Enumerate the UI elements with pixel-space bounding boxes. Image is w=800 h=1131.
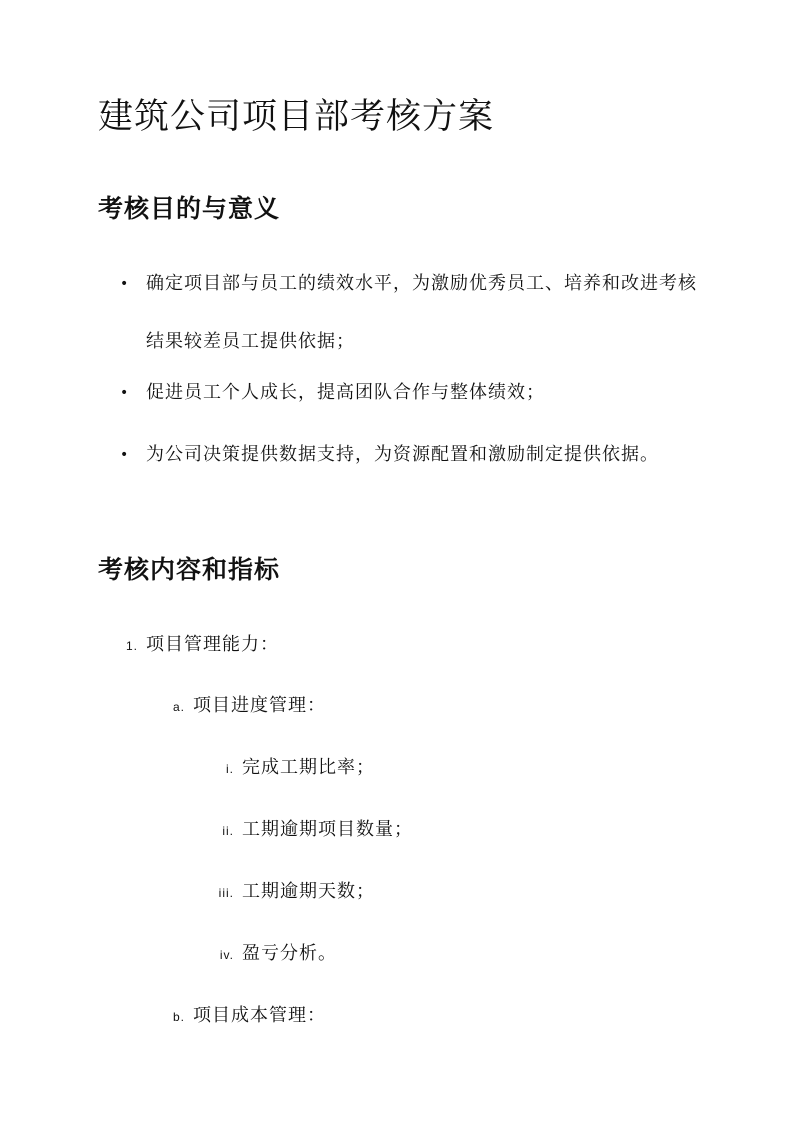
list-item-text: 促进员工个人成长，提高团队合作与整体绩效；: [146, 382, 545, 403]
list-item: [219, 939, 337, 969]
list-item: [218, 877, 375, 907]
list-item-text: 项目管理能力：: [146, 634, 279, 655]
list-item: [172, 1001, 326, 1031]
list-item: [226, 753, 375, 783]
list-item: [222, 815, 413, 845]
list-marker: ii.: [222, 824, 234, 838]
section-heading-content: 考核内容和指标: [98, 555, 281, 584]
list-item: [120, 255, 706, 371]
list-item-text: 完成工期比率；: [242, 757, 375, 778]
list-item-text: 盈亏分析。: [242, 943, 337, 964]
list-item: [172, 691, 326, 721]
bullet-marker: •: [120, 385, 130, 401]
list-item-text: 确定项目部与员工的绩效水平，为激励优秀员工、培养和改进考核结果较差员工提供依据；: [146, 273, 697, 352]
list-item-text: 项目成本管理：: [193, 1005, 326, 1026]
document-title: 建筑公司项目部考核方案: [98, 97, 495, 137]
list-item: [120, 364, 706, 422]
bullet-marker: •: [120, 276, 130, 292]
list-item-text: 工期逾期天数；: [242, 881, 375, 902]
list-marker: a.: [172, 700, 185, 714]
list-item: [120, 426, 706, 484]
bullet-marker: •: [120, 447, 130, 463]
list-item: [125, 630, 279, 660]
list-item-text: 项目进度管理：: [193, 695, 326, 716]
list-marker: b.: [172, 1010, 185, 1024]
list-marker: iii.: [218, 886, 234, 900]
list-marker: i.: [226, 762, 234, 776]
list-marker: 1.: [125, 639, 138, 653]
list-marker: iv.: [219, 948, 234, 962]
list-item-text: 为公司决策提供数据支持，为资源配置和激励制定提供依据。: [146, 444, 659, 465]
section-heading-purpose: 考核目的与意义: [98, 194, 281, 223]
list-item-text: 工期逾期项目数量；: [242, 819, 413, 840]
